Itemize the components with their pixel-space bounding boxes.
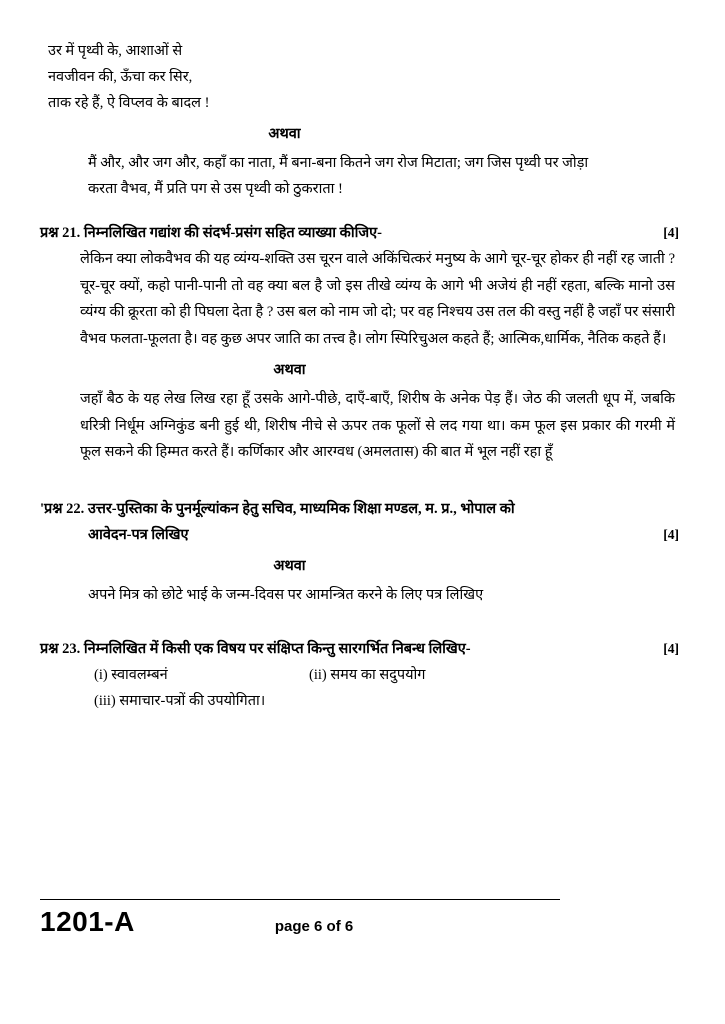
question-22-alternative-label: अथवा (273, 557, 306, 574)
topic-row (94, 662, 679, 688)
question-21-text: निम्नलिखित गद्यांश की संदर्भ-प्रसंग सहित व्याख्या कीजिए- (83, 225, 382, 241)
paper-code: 1201-A (40, 906, 135, 937)
question-23 (40, 636, 679, 714)
poem-alt-line: मैं और, और जग और, कहाँ का नाता, मैं बना-बना कितने जग रोज मिटाता; जग जिस पृथ्वी पर जोड़ा (88, 155, 589, 171)
topic-item-2: (ii) समय का सदुपयोग (309, 666, 426, 683)
question-23-topic-list (40, 662, 679, 714)
question-21-number: प्रश्न 21. (40, 225, 81, 241)
question-21-marks: [4] (663, 225, 679, 240)
question-22-heading-line2 (40, 522, 679, 548)
question-22-text: उत्तर-पुस्तिका के पुनर्मूल्यांकन हेतु सचिव, माध्यमिक शिक्षा मण्डल, म. प्र., भोपाल को (87, 500, 515, 517)
question-22-heading (40, 496, 679, 522)
poem-alt-line: करता वैभव, मैं प्रति पग से उस पृथ्वी को ठुकराता ! (88, 181, 343, 197)
question-23-number: प्रश्न 23. (40, 640, 81, 657)
question-22-alternative-text: अपने मित्र को छोटे भाई के जन्म-दिवस पर आमन्त्रित करने के लिए पत्र लिखिए (88, 586, 484, 603)
question-21-passage: लेकिन क्या लोकवैभव की यह व्यंग्य-शक्ति उस चूरन वाले अकिंचित्करं मनुष्य के आगे चूर-चूर होकर ही नहीं रह जाती ? चूर-चूर क्यों, कहो पानी-पानी तो वह क्या बल है जो इस तीखे व्यंग्य के आगे भी अजेयं ही नहीं रहता, बल्कि मानो उस व्यंग्य की क्रूरता को ही पिघला देता है ? उस बल को नाम जो दो; पर वह निश्चय उस तल की वस्तु नहीं है जहाँ पर संसारी वैभव फलता-फूलता है। वह कुछ अपर जाति का तत्त्व है। लोग स्पिरिचुअल कहते हैं; आत्मिक,धार्मिक, नैतिक कहते हैं। (80, 251, 675, 347)
footer-divider (40, 899, 560, 900)
question-22-text-line2: आवेदन-पत्र लिखिए (88, 526, 189, 543)
question-21-heading (40, 220, 679, 246)
question-21 (40, 220, 679, 466)
alternative-label: अथवा (268, 126, 301, 142)
question-22 (40, 496, 679, 608)
poem-line: नवजीवन की, ऊँचा कर सिर, (48, 69, 193, 85)
poem-block (40, 38, 679, 116)
page-footer (40, 899, 679, 938)
poem-alternative-block (40, 150, 679, 202)
page-number-label: page 6 of 6 (274, 918, 354, 935)
question-21-passage-alternative: जहाँ बैठ के यह लेख लिख रहा हूँ उसके आगे-पीछे, दाएँ-बाएँ, शिरीष के अनेक पेड़ हैं। जेठ की जलती धूप में, जबकि धरित्री निर्धूम अग्निकुंड बनी हुई थी, शिरीष नीचे से ऊपर तक फूलों से लद गया था। कम फूल इस प्रकार की गरमी में फूल सकने की हिम्मत करते हैं। कर्णिकार और आरग्वध (अमलतास) की बात में भूल नहीं रहा हूँ (80, 391, 675, 460)
poem-line: उर में पृथ्वी के, आशाओं से (48, 43, 183, 59)
topic-item-1: (i) स्वावलम्बनं (94, 666, 168, 683)
question-22-marks: [4] (663, 526, 679, 542)
poem-line: ताक रहे हैं, ऐ विप्लव के बादल ! (48, 95, 210, 111)
question-23-heading (40, 636, 679, 662)
question-23-marks: [4] (663, 640, 679, 656)
topic-row (94, 688, 679, 714)
question-23-text: निम्नलिखित में किसी एक विषय पर संक्षिप्त किन्तु सारगर्भित निबन्ध लिखिए- (83, 640, 471, 657)
topic-item-3: (iii) समाचार-पत्रों की उपयोगिता। (94, 692, 266, 709)
question-21-alternative-label: अथवा (273, 362, 306, 378)
question-22-number: 'प्रश्न 22. (40, 500, 85, 517)
